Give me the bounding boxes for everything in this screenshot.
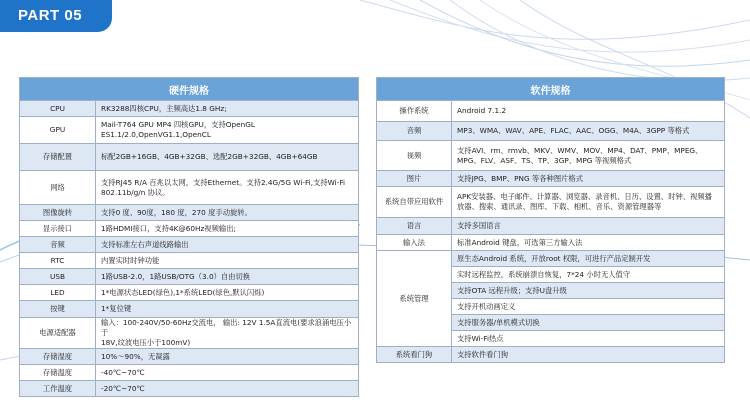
spec-row: [20, 318, 359, 349]
spec-key: 操作系统: [377, 101, 452, 122]
spec-value: 1路USB-2.0，1路USB/OTG（3.0）自由切换: [96, 269, 359, 285]
spec-value: Android 7.1.2: [452, 101, 725, 122]
spec-key: 视频: [377, 141, 452, 171]
spec-value: RK3288四核CPU，主频高达1.8 GHz;: [96, 101, 359, 117]
spec-key: 存储温度: [20, 365, 96, 381]
spec-key: 电源适配器: [20, 318, 96, 349]
spec-row: [20, 237, 359, 253]
spec-value: 支持JPG、BMP、PNG 等各种图片格式: [452, 171, 725, 187]
spec-value: -20℃~70℃: [96, 381, 359, 397]
spec-row: [20, 301, 359, 318]
spec-value: 支持多国语言: [452, 218, 725, 235]
spec-key: 系统自带应用软件: [377, 187, 452, 218]
spec-row: [20, 253, 359, 269]
spec-row: [20, 349, 359, 365]
spec-value: 1*电源状态LED(绿色),1*系统LED(绿色,默认闪烁): [96, 285, 359, 301]
spec-row: [377, 171, 725, 187]
spec-value: 1*复位键: [96, 301, 359, 318]
spec-value: 内置实时时钟功能: [96, 253, 359, 269]
spec-value: MP3、WMA、WAV、APE、FLAC、AAC、OGG、M4A、3GPP 等格式: [452, 122, 725, 141]
spec-key: 显示接口: [20, 221, 96, 237]
spec-row: [20, 101, 359, 117]
spec-value: 支持RJ45 R/A 百兆以太网，支持Ethernet。支持2.4G/5G Wi-Fi,支持Wi-Fi 802.11b/g/n 协议。: [96, 171, 359, 205]
hardware-spec-table: [19, 77, 359, 397]
spec-row: [377, 101, 725, 122]
spec-row: [20, 381, 359, 397]
spec-key: LED: [20, 285, 96, 301]
spec-row: [20, 269, 359, 285]
spec-value: 标配2GB+16GB、4GB+32GB、选配2GB+32GB、4GB+64GB: [96, 144, 359, 171]
spec-row: [20, 365, 359, 381]
spec-key: 语言: [377, 218, 452, 235]
spec-key: 按键: [20, 301, 96, 318]
spec-key: USB: [20, 269, 96, 285]
spec-key: 输入法: [377, 235, 452, 251]
spec-key: CPU: [20, 101, 96, 117]
spec-value: 支持标准左右声道线路输出: [96, 237, 359, 253]
software-title: 软件规格: [377, 78, 725, 101]
spec-key: 音频: [377, 122, 452, 141]
spec-key: 图像旋转: [20, 205, 96, 221]
spec-value: -40℃~70℃: [96, 365, 359, 381]
part-label: PART 05: [0, 0, 112, 32]
spec-value: 标准Android 键盘，可选第三方输入法: [452, 235, 725, 251]
spec-value: 支持Wi-Fi热点: [452, 331, 725, 347]
spec-value: 支持AVI、rm、rmvb、MKV、WMV、MOV、MP4、DAT、PMP、MPEG、MPG、FLV、ASF、TS、TP、3GP、MPG 等视频格式: [452, 141, 725, 171]
spec-value: 支持开机动画定义: [452, 299, 725, 315]
spec-key: 系统管理: [377, 251, 452, 347]
spec-key: 存储配置: [20, 144, 96, 171]
spec-key: 工作温度: [20, 381, 96, 397]
spec-value: 支持软件看门狗: [452, 347, 725, 363]
spec-row: [377, 218, 725, 235]
spec-key: RTC: [20, 253, 96, 269]
spec-row: [20, 285, 359, 301]
spec-row: [377, 122, 725, 141]
spec-key: 系统看门狗: [377, 347, 452, 363]
spec-row: [377, 347, 725, 363]
spec-value: 输入：100-240V/50-60Hz交流电， 输出: 12V 1.5A直流电(要求浪涌电压小于 18V,纹波电压小于100mV): [96, 318, 359, 349]
spec-row: [377, 141, 725, 171]
spec-row: [377, 235, 725, 251]
spec-row: [20, 171, 359, 205]
spec-value: 10%～90%，无凝露: [96, 349, 359, 365]
spec-key: GPU: [20, 117, 96, 144]
spec-value: APK安装器、电子邮件、计算器、浏览器、录音机、日历、设置、时钟、视频播放器、搜索、通讯录、图库、下载、相机、音乐、资源管理器等: [452, 187, 725, 218]
spec-key: 网络: [20, 171, 96, 205]
spec-value: 原生态Android 系统，开放root 权限，可进行产品定制开发: [452, 251, 725, 267]
spec-row: [377, 187, 725, 218]
spec-row: [20, 221, 359, 237]
spec-row: [20, 144, 359, 171]
spec-row: [20, 205, 359, 221]
spec-row: [377, 251, 725, 267]
spec-row: [20, 117, 359, 144]
spec-value: Mail-T764 GPU MP4 四核GPU，支持OpenGL ES1.1/2.0,OpenVG1.1,OpenCL: [96, 117, 359, 144]
software-spec-table: [376, 77, 725, 363]
spec-value: 支持OTA 远程升级；支持U盘升级: [452, 283, 725, 299]
spec-value: 支持0 度、90度，180 度，270 度手动旋转。: [96, 205, 359, 221]
spec-value: 1路HDMI接口，支持4K@60Hz视频输出;: [96, 221, 359, 237]
hardware-title: 硬件规格: [20, 78, 359, 101]
spec-value: 支持服务器/单机模式切换: [452, 315, 725, 331]
spec-key: 图片: [377, 171, 452, 187]
spec-key: 存储湿度: [20, 349, 96, 365]
spec-value: 实时远程监控，系统崩溃自恢复，7*24 小时无人值守: [452, 267, 725, 283]
spec-key: 音频: [20, 237, 96, 253]
